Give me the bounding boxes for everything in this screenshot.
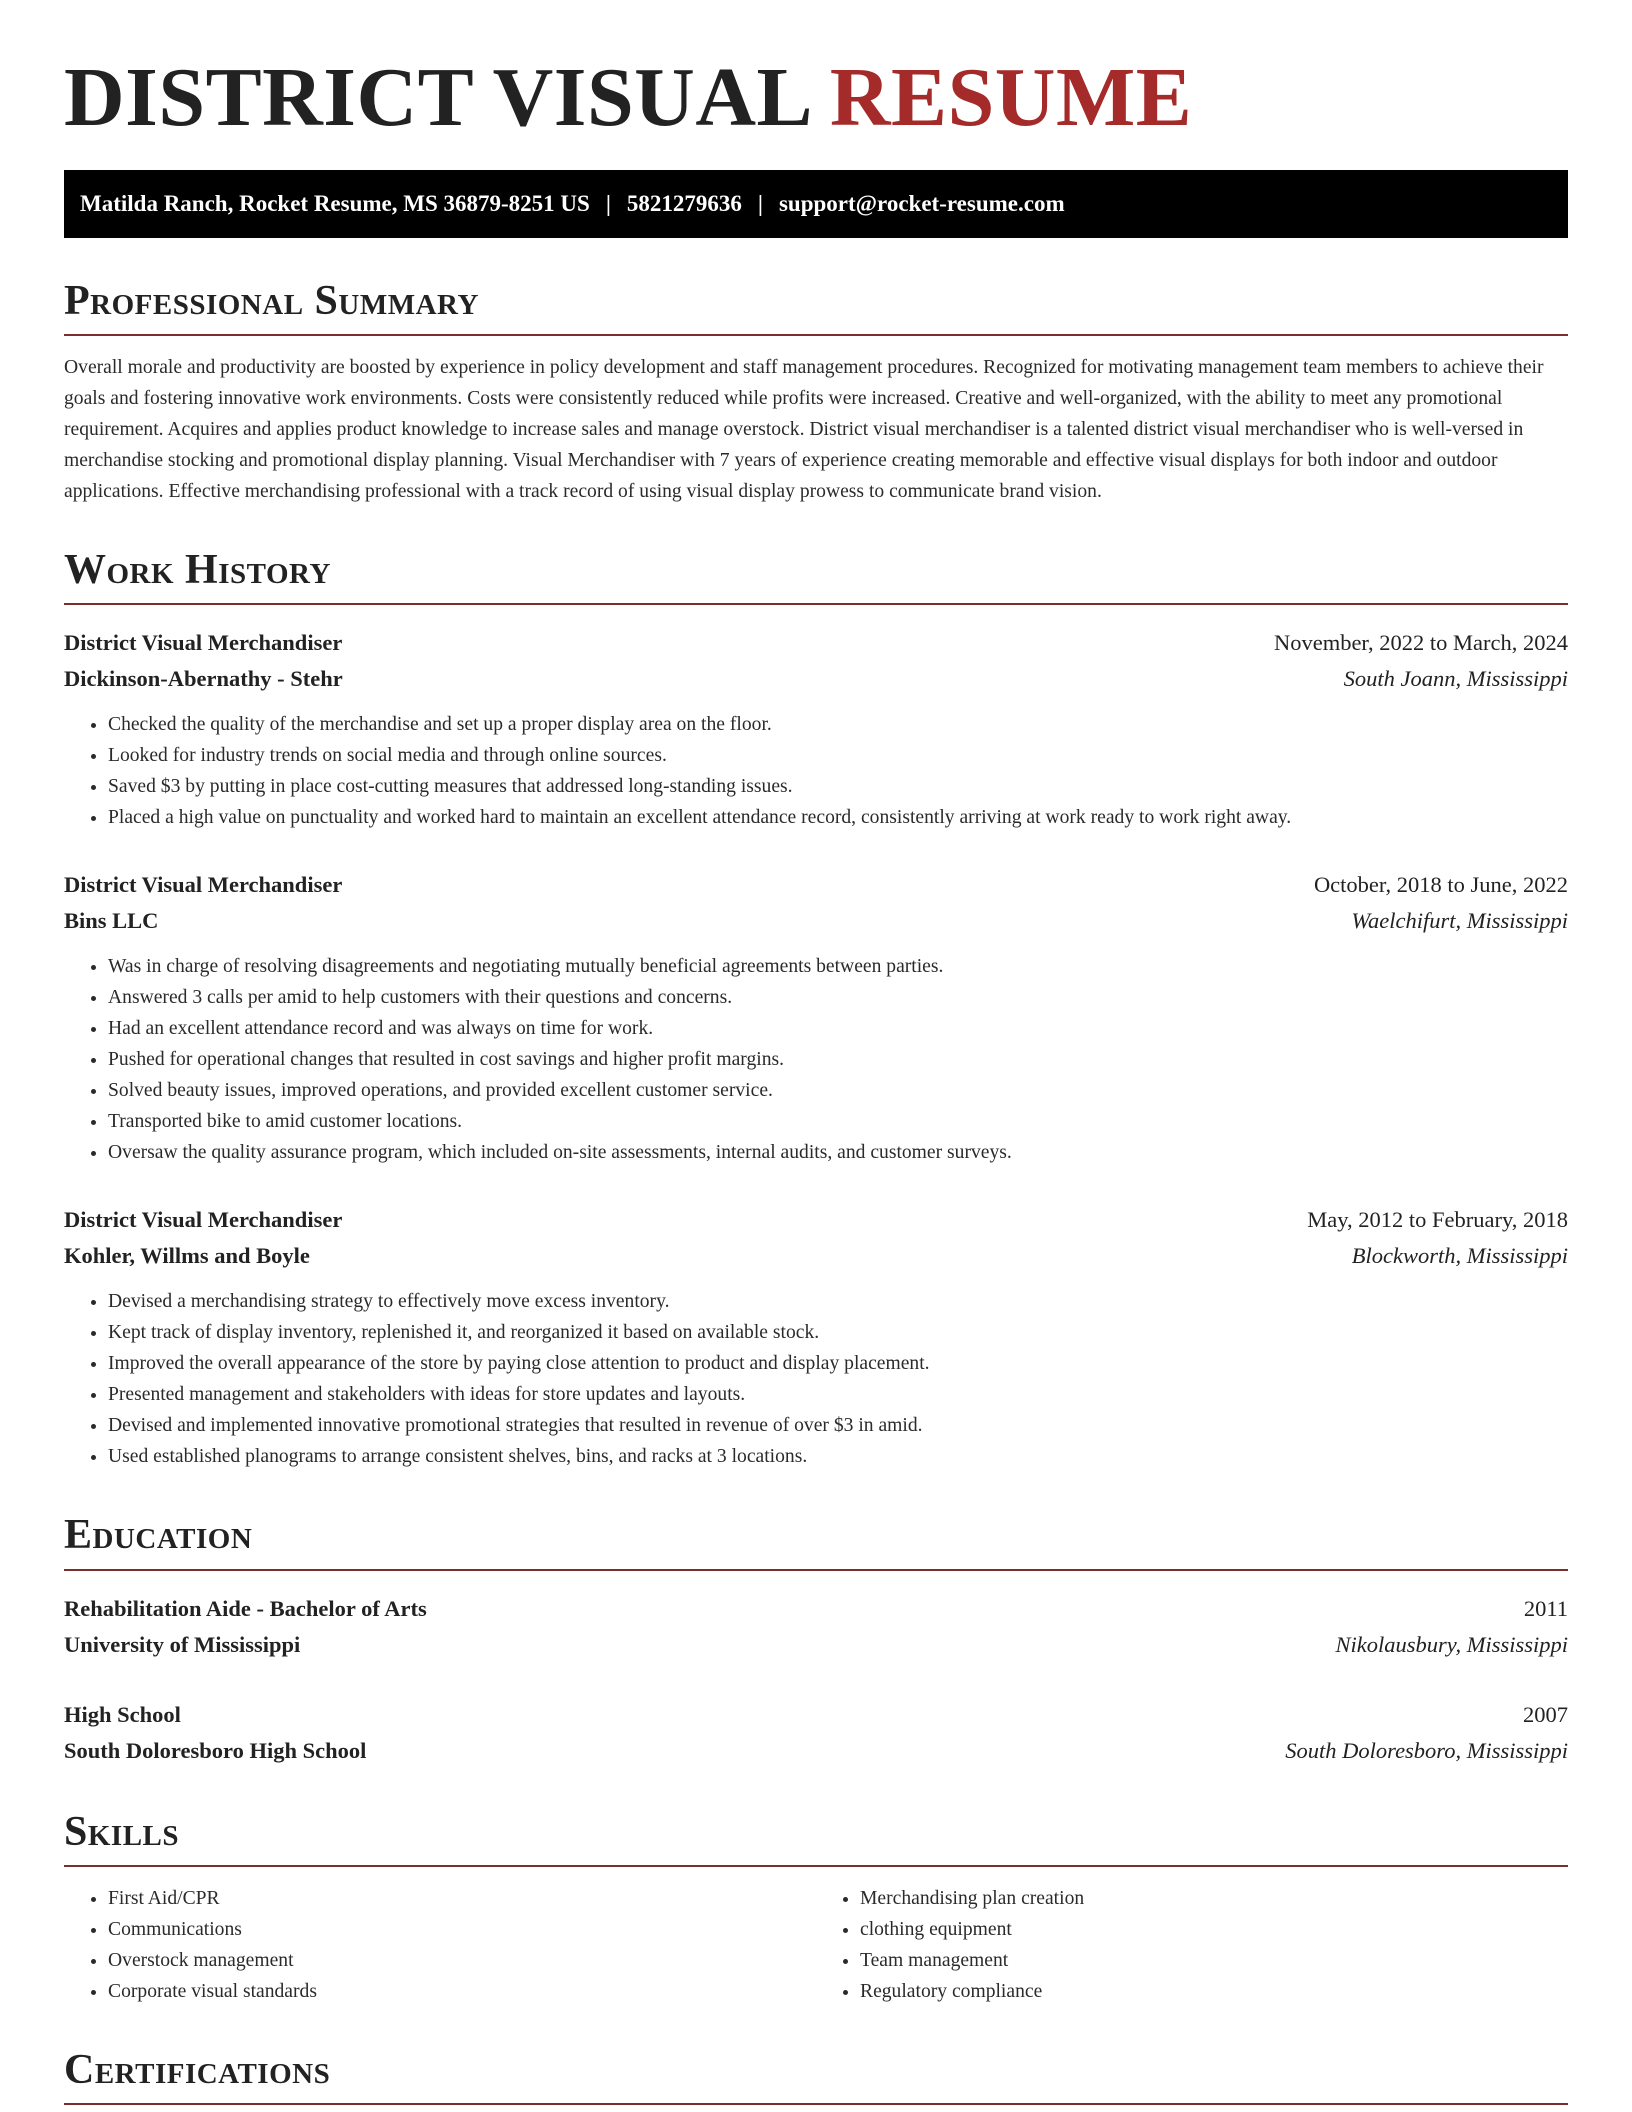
list-item: • Oversaw the quality assurance program, which included on-site assessments, internal audits, and customer surveys. [108, 1137, 1568, 1168]
education-header-row [64, 1591, 1568, 1627]
contact-address: Matilda Ranch, Rocket Resume, MS 36879-8251 US [80, 191, 590, 216]
list-item: • Regulatory compliance [860, 1976, 1568, 2007]
job-header-row [64, 1202, 1568, 1238]
work-history-section [64, 547, 1568, 1472]
job-company-row [64, 903, 1568, 939]
education-school: University of Mississippi [64, 1631, 301, 1657]
title-main: DISTRICT VISUAL [64, 51, 809, 144]
job-company-row [64, 661, 1568, 697]
job-title: District Visual Merchandiser [64, 1207, 343, 1233]
summary-section [64, 278, 1568, 507]
skills-section [64, 1809, 1568, 2007]
summary-text: Overall morale and productivity are boosted by experience in policy development and staff management procedures. Recognized for motivating management team members to achieve their goals and fostering innovative work environments. Costs were consistently reduced while profits were increased. Creative and well-organized, with the ability to meet any promotional requirement. Acquires and applies product knowledge to increase sales and manage overstock. District visual merchandiser is a talented district visual merchandiser who is well-versed in merchandise stocking and promotional display planning. Visual Merchandiser with 7 years of experience creating memorable and effective visual displays for both indoor and outdoor applications. Effective merchandising professional with a track record of using visual display prowess to communicate brand vision. [64, 357, 1544, 503]
job-title: District Visual Merchandiser [64, 872, 343, 898]
list-item: • Devised a merchandising strategy to effectively move excess inventory. [108, 1286, 1568, 1317]
list-item: • Team management [860, 1945, 1568, 1976]
contact-phone: 5821279636 [626, 191, 742, 216]
education-entry [64, 1591, 1568, 1663]
job-location: South Joann, Mississippi [1343, 666, 1568, 692]
list-item: • First Aid/CPR [108, 1883, 816, 1914]
education-degree: High School [64, 1701, 181, 1727]
list-item: • Pushed for operational changes that resulted in cost savings and higher profit margins. [108, 1044, 1568, 1075]
job-company: Bins LLC [64, 908, 159, 934]
job-company: Dickinson-Abernathy - Stehr [64, 666, 343, 692]
contact-email: support@rocket-resume.com [778, 191, 1065, 216]
section-heading: Education [64, 1512, 1568, 1570]
skills-list-right [816, 1883, 1568, 2007]
title-accent: RESUME [829, 51, 1193, 144]
skills-columns [64, 1883, 1568, 2007]
list-item: • Communications [108, 1914, 816, 1945]
list-item: • Corporate visual standards [108, 1976, 816, 2007]
education-section [64, 1512, 1568, 1768]
list-item: • Was in charge of resolving disagreements and negotiating mutually beneficial agreements between parties. [108, 951, 1568, 982]
list-item: • Merchandising plan creation [860, 1883, 1568, 1914]
job-entry [64, 1202, 1568, 1472]
list-item: • Used established planograms to arrange consistent shelves, bins, and racks at 3 locations. [108, 1441, 1568, 1472]
contact-bar [64, 170, 1568, 238]
list-item: • Devised and implemented innovative promotional strategies that resulted in revenue of over $3 in amid. [108, 1410, 1568, 1441]
skills-list-left [64, 1883, 816, 2007]
resume-title [64, 51, 1568, 144]
list-item: • Transported bike to amid customer locations. [108, 1106, 1568, 1137]
section-heading: Work History [64, 547, 1568, 605]
job-dates: November, 2022 to March, 2024 [1273, 630, 1568, 656]
contact-separator: | [757, 191, 763, 216]
list-item: • clothing equipment [860, 1914, 1568, 1945]
education-school-row [64, 1627, 1568, 1663]
list-item: • Saved $3 by putting in place cost-cutting measures that addressed long-standing issues. [108, 771, 1568, 802]
list-item: • Kept track of display inventory, replenished it, and reorganized it based on available stock. [108, 1317, 1568, 1348]
contact-separator: | [605, 191, 611, 216]
education-location: South Doloresboro, Mississippi [1285, 1737, 1568, 1763]
job-header-row [64, 625, 1568, 661]
list-item: • Answered 3 calls per amid to help customers with their questions and concerns. [108, 982, 1568, 1013]
education-year: 2011 [1523, 1595, 1568, 1621]
job-dates: May, 2012 to February, 2018 [1307, 1207, 1568, 1233]
job-header-row [64, 867, 1568, 903]
education-entry [64, 1697, 1568, 1769]
section-heading: Professional Summary [64, 278, 1568, 336]
education-school-row [64, 1733, 1568, 1769]
list-item: • Looked for industry trends on social media and through online sources. [108, 740, 1568, 771]
job-company-row [64, 1238, 1568, 1274]
job-entry [64, 625, 1568, 833]
list-item: • Improved the overall appearance of the store by paying close attention to product and display placement. [108, 1348, 1568, 1379]
job-bullets [64, 1286, 1568, 1472]
job-dates: October, 2018 to June, 2022 [1313, 872, 1568, 898]
job-company: Kohler, Willms and Boyle [64, 1243, 310, 1269]
list-item: • Had an excellent attendance record and was always on time for work. [108, 1013, 1568, 1044]
education-header-row [64, 1697, 1568, 1733]
education-year: 2007 [1523, 1701, 1568, 1727]
job-entry [64, 867, 1568, 1168]
list-item: • Solved beauty issues, improved operations, and provided excellent customer service. [108, 1075, 1568, 1106]
section-heading: Certifications [64, 2047, 1568, 2105]
certifications-section [64, 2047, 1568, 2105]
job-bullets [64, 709, 1568, 833]
job-bullets [64, 951, 1568, 1168]
job-location: Blockworth, Mississippi [1351, 1243, 1568, 1269]
list-item: • Placed a high value on punctuality and worked hard to maintain an excellent attendance record, consistently arriving at work ready to work right away. [108, 802, 1568, 833]
section-heading: Skills [64, 1809, 1568, 1867]
education-location: Nikolausbury, Mississippi [1335, 1631, 1568, 1657]
education-school: South Doloresboro High School [64, 1737, 367, 1763]
education-degree: Rehabilitation Aide - Bachelor of Arts [64, 1595, 427, 1621]
job-location: Waelchifurt, Mississippi [1351, 908, 1568, 934]
job-title: District Visual Merchandiser [64, 630, 343, 656]
list-item: • Presented management and stakeholders with ideas for store updates and layouts. [108, 1379, 1568, 1410]
list-item: • Overstock management [108, 1945, 816, 1976]
list-item: • Checked the quality of the merchandise and set up a proper display area on the floor. [108, 709, 1568, 740]
